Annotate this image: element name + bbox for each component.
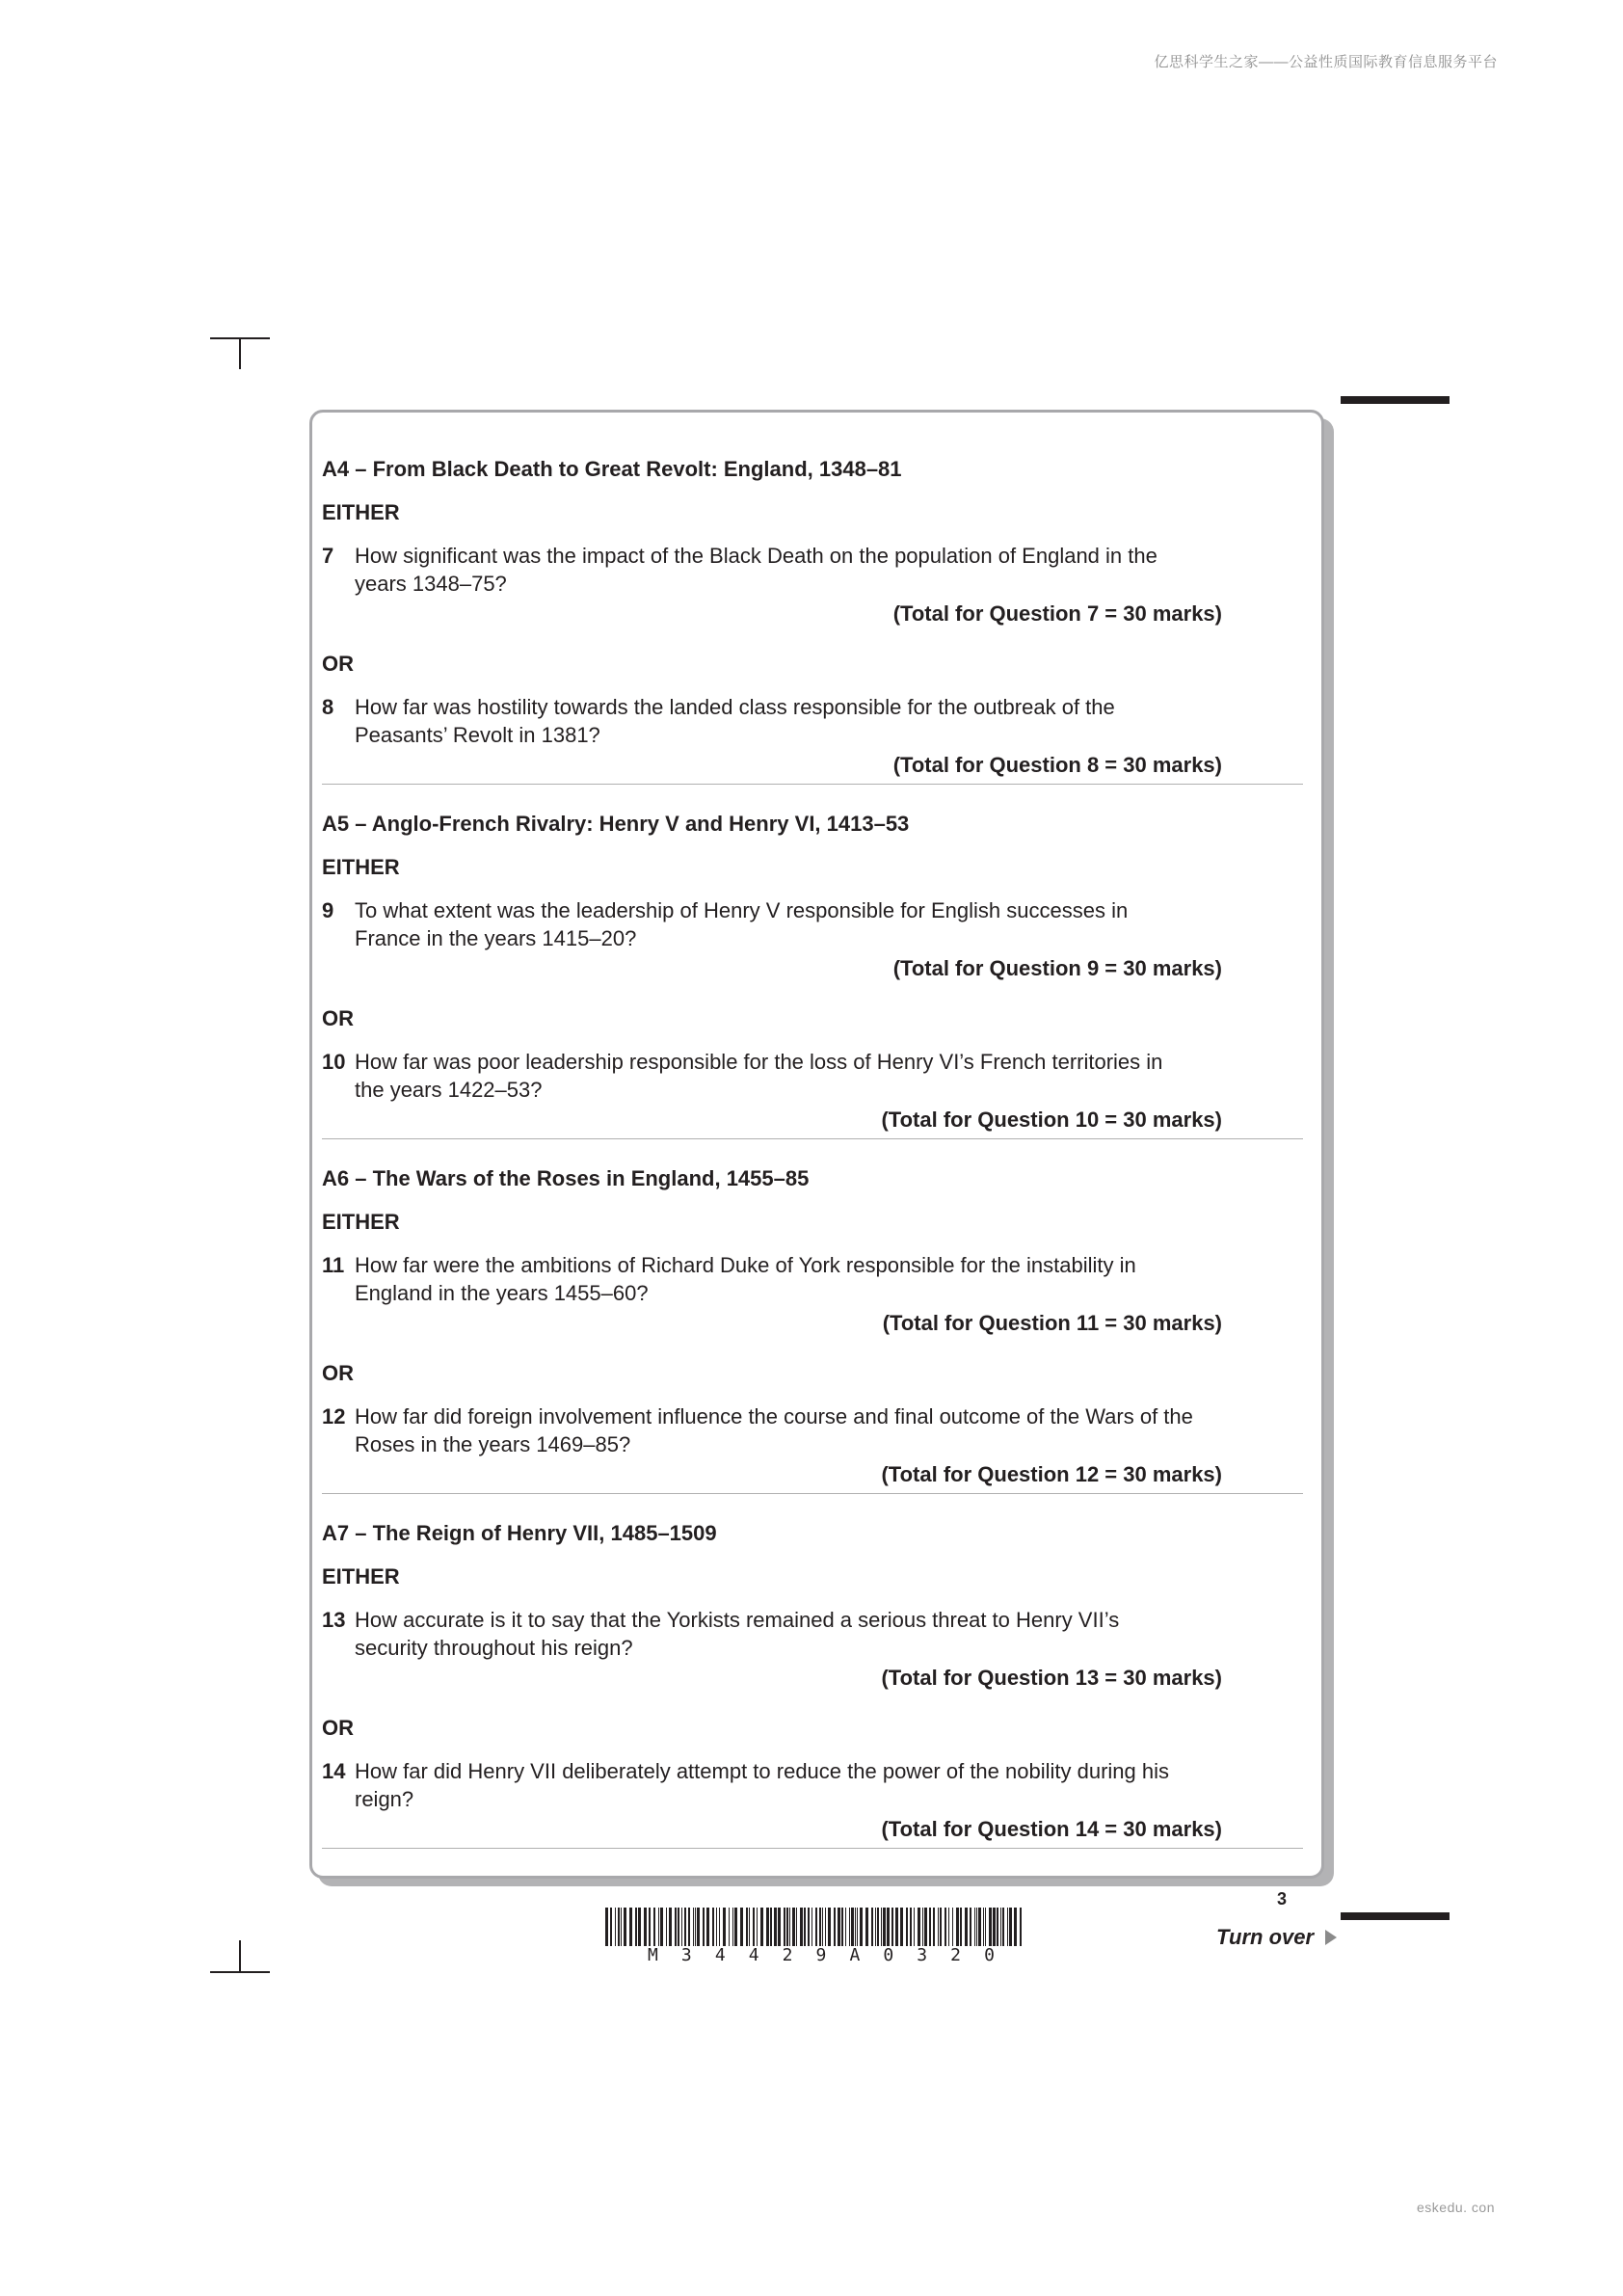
barcode-bar xyxy=(976,1908,977,1946)
barcode-bar xyxy=(757,1908,758,1946)
either-label: EITHER xyxy=(322,1210,400,1234)
barcode-bar xyxy=(985,1908,986,1946)
question-marks: (Total for Question 10 = 30 marks) xyxy=(881,1108,1222,1132)
barcode-bar xyxy=(760,1908,763,1946)
barcode-bar xyxy=(712,1908,714,1946)
barcode-bar xyxy=(706,1908,709,1946)
question-text: How far was poor leadership responsible for the loss of Henry VI’s French territories in the years 1422–53? xyxy=(355,1050,1163,1102)
question-number: 14 xyxy=(322,1759,346,1783)
right-triangle-icon xyxy=(1325,1930,1337,1945)
barcode-bar xyxy=(649,1908,651,1946)
question-number: 11 xyxy=(322,1253,345,1277)
section-a6 xyxy=(322,1164,1303,1494)
section-title: A6 – The Wars of the Roses in England, 1455–85 xyxy=(322,1166,810,1190)
barcode-bar xyxy=(605,1908,608,1946)
barcode-bar xyxy=(922,1908,923,1946)
barcode-bar xyxy=(819,1908,821,1946)
question xyxy=(322,1757,1303,1813)
barcode-bar xyxy=(658,1908,659,1946)
barcode-bar xyxy=(638,1908,641,1946)
side-bar-top xyxy=(1341,396,1450,404)
barcode-bar xyxy=(857,1908,858,1946)
barcode-bar xyxy=(910,1908,912,1946)
question-text: How far did Henry VII deliberately attempt to reduce the power of the nobility during his reign? xyxy=(355,1759,1170,1811)
barcode-bar xyxy=(960,1908,962,1946)
barcode-char: M xyxy=(648,1945,658,1965)
barcode-bar xyxy=(860,1908,863,1946)
barcode-bar xyxy=(635,1908,637,1946)
barcode-char: 2 xyxy=(782,1945,793,1965)
barcode-bar xyxy=(865,1908,868,1946)
barcode-bar xyxy=(1020,1908,1022,1946)
barcode-bar xyxy=(669,1908,672,1946)
barcode-bar xyxy=(924,1908,927,1946)
barcode-bar xyxy=(695,1908,696,1946)
crop-mark-top-vertical xyxy=(239,338,241,369)
barcode-bar xyxy=(965,1908,968,1946)
barcode-bar xyxy=(1009,1908,1012,1946)
question xyxy=(322,896,1303,952)
barcode-char: 0 xyxy=(883,1945,894,1965)
question xyxy=(322,542,1303,598)
question-number: 12 xyxy=(322,1404,346,1428)
barcode-bar xyxy=(1000,1908,1001,1946)
barcode-bar xyxy=(989,1908,992,1946)
barcode-bar xyxy=(983,1908,984,1946)
barcode-bar xyxy=(786,1908,788,1946)
barcode-bar xyxy=(834,1908,836,1946)
question-marks: (Total for Question 12 = 30 marks) xyxy=(881,1462,1222,1486)
barcode-char: 3 xyxy=(680,1945,692,1965)
barcode-number xyxy=(648,1945,995,1965)
barcode-bar xyxy=(938,1908,939,1946)
question-text: How significant was the impact of the Black Death on the population of England in the years 1348–75? xyxy=(355,544,1157,596)
barcode-bar xyxy=(615,1908,616,1946)
barcode-bar xyxy=(678,1908,679,1946)
barcode-bar xyxy=(825,1908,826,1946)
barcode-bar xyxy=(881,1908,882,1946)
crop-mark-bottom-vertical xyxy=(239,1940,241,1972)
barcode-bar xyxy=(828,1908,831,1946)
section-title: A4 – From Black Death to Great Revolt: England, 1348–81 xyxy=(322,457,902,481)
barcode-bar xyxy=(644,1908,647,1946)
question-text: How far were the ambitions of Richard Duke of York responsible for the instability in England in the years 1455–60? xyxy=(355,1253,1136,1305)
barcode-bar xyxy=(746,1908,748,1946)
barcode-bar xyxy=(997,1908,998,1946)
header-note: 亿思科学生之家——公益性质国际教育信息服务平台 xyxy=(1154,54,1498,70)
barcode-bar xyxy=(952,1908,953,1946)
barcode-char: 4 xyxy=(748,1945,759,1965)
question xyxy=(322,693,1303,749)
barcode-bar xyxy=(883,1908,886,1946)
barcode-bar xyxy=(851,1908,854,1946)
question-list xyxy=(322,455,1303,1849)
barcode-char: 9 xyxy=(815,1945,827,1965)
barcode-bar xyxy=(729,1908,730,1946)
barcode-bar xyxy=(723,1908,726,1946)
either-label: EITHER xyxy=(322,500,400,524)
section-a4 xyxy=(322,455,1303,785)
barcode-bar xyxy=(914,1908,915,1946)
turn-over-label: Turn over xyxy=(1216,1925,1315,1949)
barcode-bar xyxy=(804,1908,806,1946)
barcode-bar xyxy=(697,1908,700,1946)
barcode-bar xyxy=(1014,1908,1017,1946)
barcode-char: 0 xyxy=(984,1945,995,1965)
barcode-bar xyxy=(993,1908,996,1946)
barcode-bar xyxy=(660,1908,663,1946)
question-text: How accurate is it to say that the Yorkists remained a serious threat to Henry VII’s security throughout his reign? xyxy=(355,1608,1120,1660)
barcode-bar xyxy=(895,1908,898,1946)
section-title: A7 – The Reign of Henry VII, 1485–1509 xyxy=(322,1521,717,1545)
question-marks: (Total for Question 14 = 30 marks) xyxy=(881,1817,1222,1841)
either-label: EITHER xyxy=(322,1564,400,1589)
or-label: OR xyxy=(322,1006,354,1030)
barcode xyxy=(603,1908,1027,1946)
question-number: 7 xyxy=(322,544,334,568)
barcode-bar xyxy=(621,1908,622,1946)
barcode-bar xyxy=(719,1908,720,1946)
barcode-bar xyxy=(734,1908,737,1946)
barcode-bar xyxy=(681,1908,682,1946)
barcode-bar xyxy=(838,1908,840,1946)
barcode-bar xyxy=(808,1908,810,1946)
barcode-bar xyxy=(684,1908,686,1946)
barcode-bar xyxy=(849,1908,850,1946)
barcode-bar xyxy=(770,1908,772,1946)
barcode-char: 4 xyxy=(714,1945,726,1965)
barcode-bar xyxy=(956,1908,959,1946)
barcode-bar xyxy=(948,1908,949,1946)
question-marks: (Total for Question 8 = 30 marks) xyxy=(892,753,1222,777)
barcode-bar xyxy=(716,1908,717,1946)
barcode-bar xyxy=(970,1908,971,1946)
question xyxy=(322,1251,1303,1307)
question-number: 8 xyxy=(322,695,334,719)
barcode-bar xyxy=(778,1908,781,1946)
barcode-bar xyxy=(774,1908,777,1946)
barcode-bar xyxy=(629,1908,632,1946)
question xyxy=(322,1606,1303,1662)
barcode-bar xyxy=(929,1908,931,1946)
barcode-bar xyxy=(918,1908,920,1946)
barcode-char: 3 xyxy=(917,1945,928,1965)
barcode-bar xyxy=(789,1908,790,1946)
barcode-bar xyxy=(940,1908,942,1946)
barcode-bar xyxy=(945,1908,946,1946)
barcode-bar xyxy=(875,1908,876,1946)
barcode-bar xyxy=(891,1908,893,1946)
barcode-bar xyxy=(877,1908,879,1946)
or-label: OR xyxy=(322,652,354,676)
barcode-bar xyxy=(703,1908,705,1946)
barcode-bar xyxy=(688,1908,690,1946)
barcode-bar xyxy=(1002,1908,1004,1946)
barcode-bar xyxy=(624,1908,626,1946)
question-marks: (Total for Question 9 = 30 marks) xyxy=(892,956,1222,980)
barcode-char: A xyxy=(849,1945,861,1965)
section-a7 xyxy=(322,1519,1303,1849)
question xyxy=(322,1402,1303,1458)
barcode-bar xyxy=(732,1908,733,1946)
barcode-bar xyxy=(675,1908,677,1946)
page-number: 3 xyxy=(1277,1889,1288,1909)
barcode-bar xyxy=(766,1908,769,1946)
barcode-bar xyxy=(887,1908,890,1946)
question-number: 10 xyxy=(322,1050,346,1074)
barcode-bar xyxy=(906,1908,908,1946)
question-marks: (Total for Question 11 = 30 marks) xyxy=(882,1311,1222,1335)
question-marks: (Total for Question 7 = 30 marks) xyxy=(892,601,1222,626)
barcode-bar xyxy=(815,1908,817,1946)
barcode-bar xyxy=(974,1908,975,1946)
barcode-bar xyxy=(1007,1908,1008,1946)
or-label: OR xyxy=(322,1716,354,1740)
question-text: How far was hostility towards the landed class responsible for the outbreak of the Peasants’ Revolt in 1381? xyxy=(355,695,1115,747)
barcode-bar xyxy=(845,1908,846,1946)
question-number: 9 xyxy=(322,898,334,922)
barcode-bar xyxy=(653,1908,655,1946)
barcode-bar xyxy=(871,1908,873,1946)
or-label: OR xyxy=(322,1361,354,1385)
barcode-bar xyxy=(784,1908,785,1946)
barcode-bar xyxy=(841,1908,843,1946)
barcode-bar xyxy=(740,1908,743,1946)
barcode-bar xyxy=(666,1908,667,1946)
footer-site: eskedu. con xyxy=(1417,2200,1495,2215)
barcode-bar xyxy=(855,1908,856,1946)
barcode-char: 2 xyxy=(950,1945,961,1965)
side-bar-bottom xyxy=(1341,1912,1450,1920)
question-number: 13 xyxy=(322,1608,346,1632)
barcode-bar xyxy=(693,1908,694,1946)
question-text: To what extent was the leadership of Henry V responsible for English successes in France in the years 1415–20? xyxy=(355,898,1129,950)
barcode-bar xyxy=(800,1908,803,1946)
barcode-bar xyxy=(753,1908,755,1946)
barcode-bar xyxy=(900,1908,903,1946)
section-a5 xyxy=(322,810,1303,1139)
turn-over xyxy=(1216,1925,1337,1950)
barcode-bar xyxy=(822,1908,823,1946)
barcode-bar xyxy=(749,1908,750,1946)
barcode-bar xyxy=(618,1908,620,1946)
barcode-bar xyxy=(792,1908,795,1946)
question-marks: (Total for Question 13 = 30 marks) xyxy=(881,1666,1222,1690)
section-title: A5 – Anglo-French Rivalry: Henry V and Henry VI, 1413–53 xyxy=(322,812,910,836)
either-label: EITHER xyxy=(322,855,400,879)
barcode-bar xyxy=(796,1908,797,1946)
question-text: How far did foreign involvement influence the course and final outcome of the Wars of the Roses in the years 1469–85? xyxy=(355,1404,1193,1456)
barcode-bar xyxy=(978,1908,981,1946)
question xyxy=(322,1048,1303,1104)
barcode-bar xyxy=(610,1908,612,1946)
barcode-bar xyxy=(933,1908,935,1946)
